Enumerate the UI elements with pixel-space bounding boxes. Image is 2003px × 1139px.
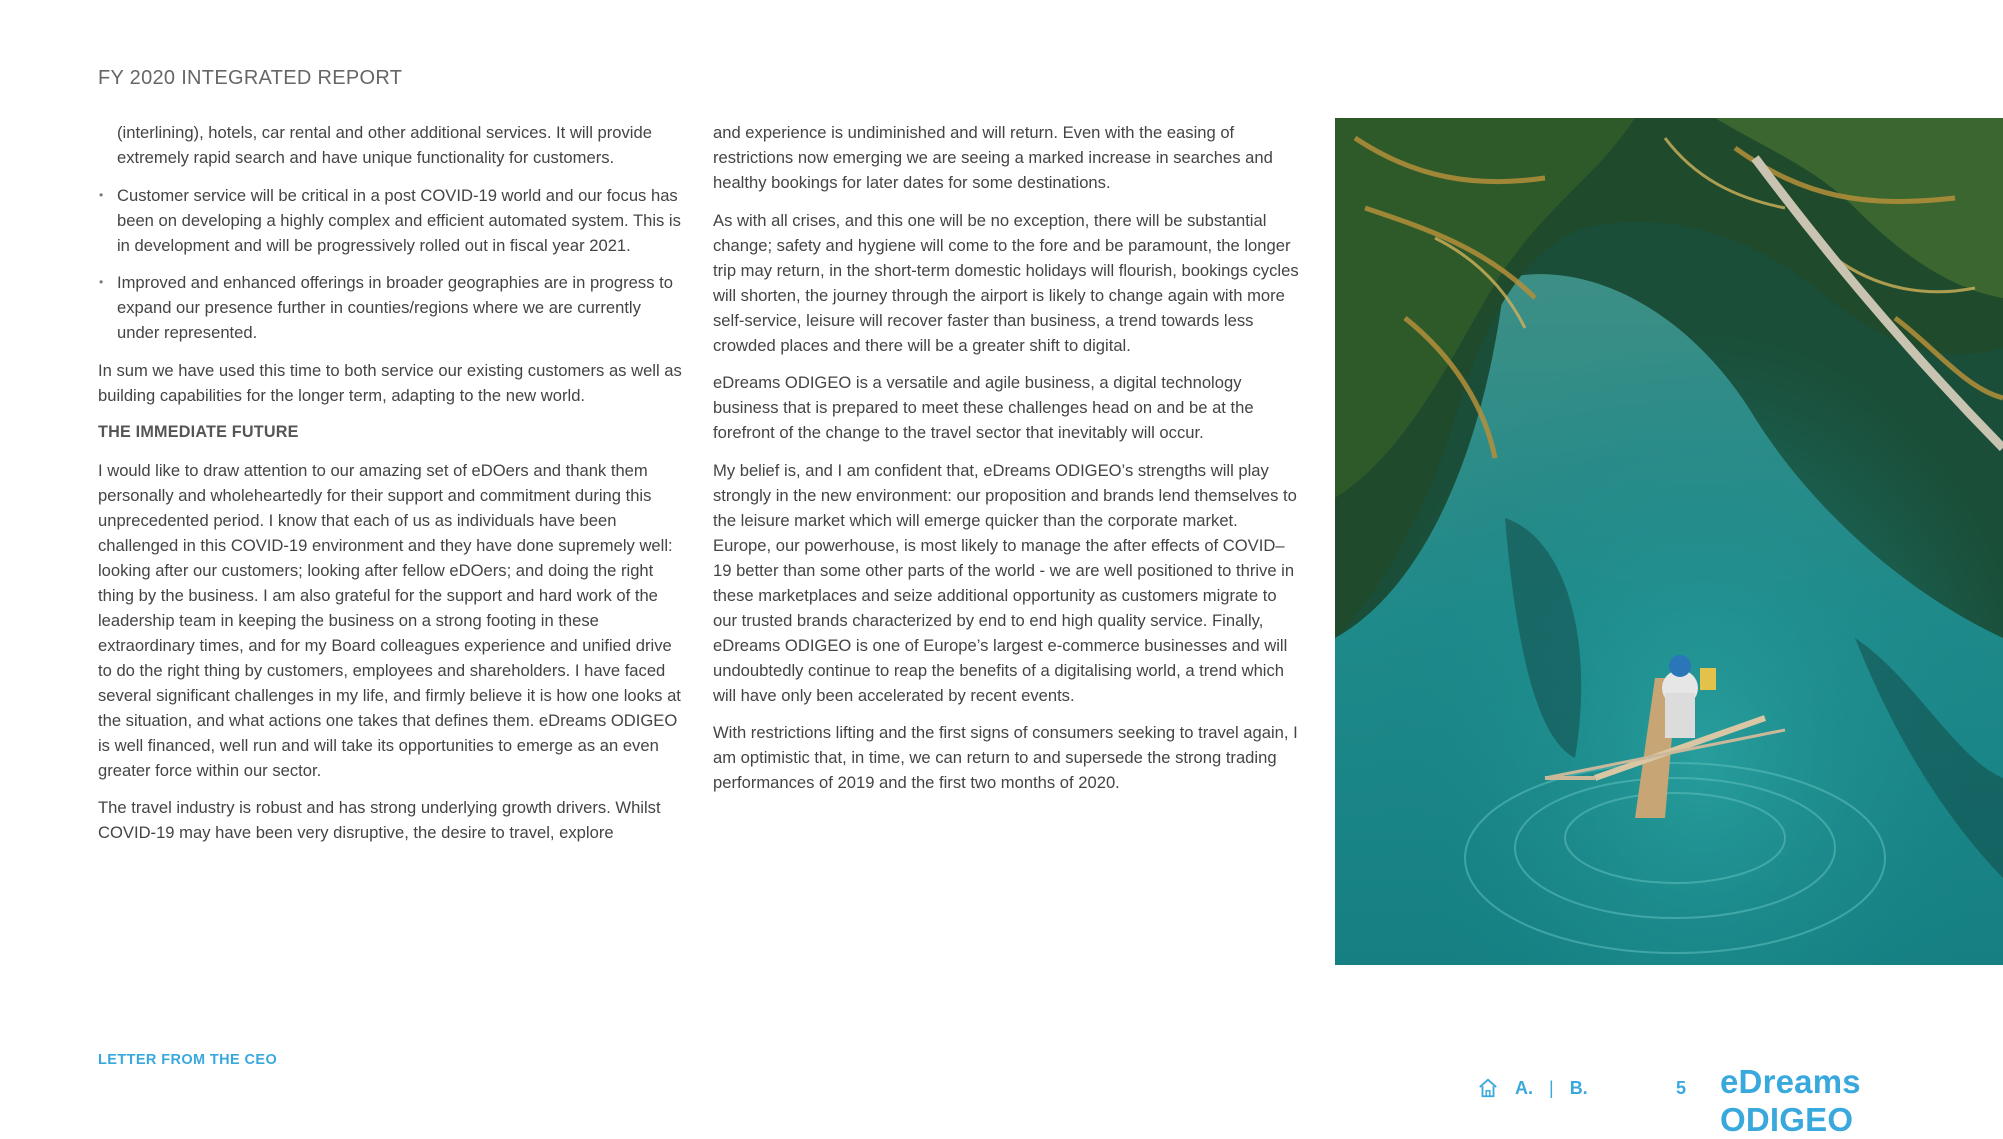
footer-section-label: LETTER FROM THE CEO xyxy=(98,1052,278,1068)
photo-illustration xyxy=(1335,118,2003,965)
intro-continuation: (interlining), hotels, car rental and other additional services. It will provide extremely rapid search and have unique functionality for customers. xyxy=(117,123,652,167)
page-number: 5 xyxy=(1676,1078,1687,1098)
section-heading: THE IMMEDIATE FUTURE xyxy=(98,423,299,441)
bullet-list xyxy=(98,183,682,346)
paragraph: In sum we have used this time to both service our existing customers as well as building capabilities for the longer term, adapting to the new world. xyxy=(98,360,682,405)
home-icon[interactable] xyxy=(1477,1077,1499,1099)
paragraph: eDreams ODIGEO is a versatile and agile business, a digital technology business that is prepared to meet these challenges head on and be at the forefront of the change to the travel sector that inevitably will occur. xyxy=(713,373,1254,442)
brand-logo-text: eDreams ODIGEO xyxy=(1720,1063,1861,1138)
river-canoe-photo xyxy=(1335,118,2003,965)
paragraph: I would like to draw attention to our amazing set of eDOers and thank them personally and wholeheartedly for their support and commitment during this unprecedented period. I know that each of us as individuals have been challenged in this COVID-19 environment and they have done supremely well: looking after our customers; looking after fellow eDOers; and doing the right thing by the business. I am also grateful for the support and hard work of the leadership team in keeping the business on a strong footing in these extraordinary times, and for my Board colleagues experience and unified drive to do the right thing by customers, employees and shareholders. I have faced several significant challenges in my life, and firmly believe it is how one looks at the situation, and what actions one takes that defines them. eDreams ODIGEO is well financed, well run and will take its opportunities to emerge as an even greater force within our sector. xyxy=(98,460,681,780)
paragraph: With restrictions lifting and the first signs of consumers seeking to travel again, I am optimistic that, in time, we can return to and supersede the strong trading performances of 2019 and the first two months of 2020. xyxy=(713,723,1298,792)
middle-column xyxy=(713,120,1299,808)
nav-link-b[interactable]: B. xyxy=(1569,1077,1588,1098)
list-item: • Customer service will be critical in a post COVID-19 world and our focus has been on developing a highly complex and efficient automated system. This is in development and will be progressively rolled out in fiscal year 2021. xyxy=(98,183,682,258)
left-column xyxy=(98,120,682,858)
paragraph: The travel industry is robust and has strong underlying growth drivers. Whilst COVID-19 may have been very disruptive, the desire to travel, explore xyxy=(98,798,661,842)
nav-separator: | xyxy=(1549,1077,1554,1098)
footer-navigation xyxy=(1477,1073,1588,1103)
list-item: • Improved and enhanced offerings in broader geographies are in progress to expand our presence further in counties/regions where we are currently under represented. xyxy=(98,270,682,345)
paragraph: As with all crises, and this one will be no exception, there will be substantial change; safety and hygiene will come to the fore and be paramount, the longer trip may return, in the short-term domestic holidays will flourish, bookings cycles will shorten, the journey through the airport is likely to change again with more self-service, leisure will recover faster than business, a trend towards less crowded places and there will be a greater shift to digital. xyxy=(713,210,1299,355)
nav-link-a[interactable]: A. xyxy=(1515,1077,1533,1098)
paragraph: and experience is undiminished and will return. Even with the easing of restrictions now emerging we are seeing a marked increase in searches and healthy bookings for later dates for some destinations. xyxy=(713,123,1273,192)
paragraph: My belief is, and I am confident that, eDreams ODIGEO’s strengths will play strongly in the new environment: our proposition and brands lend themselves to the leisure market which will emerge quicker than the corporate market. Europe, our powerhouse, is most likely to manage the after effects of COVID–19 better than some other parts of the world - we are well positioned to thrive in these marketplaces and seize additional opportunity as customers migrate to our trusted brands characterized by end to end high quality service. Finally, eDreams ODIGEO is one of Europe’s largest e-commerce businesses and will undoubtedly continue to reap the benefits of a digitalising world, a trend which will have only been accelerated by recent events. xyxy=(713,460,1297,705)
report-title: FY 2020 INTEGRATED REPORT xyxy=(98,67,403,89)
